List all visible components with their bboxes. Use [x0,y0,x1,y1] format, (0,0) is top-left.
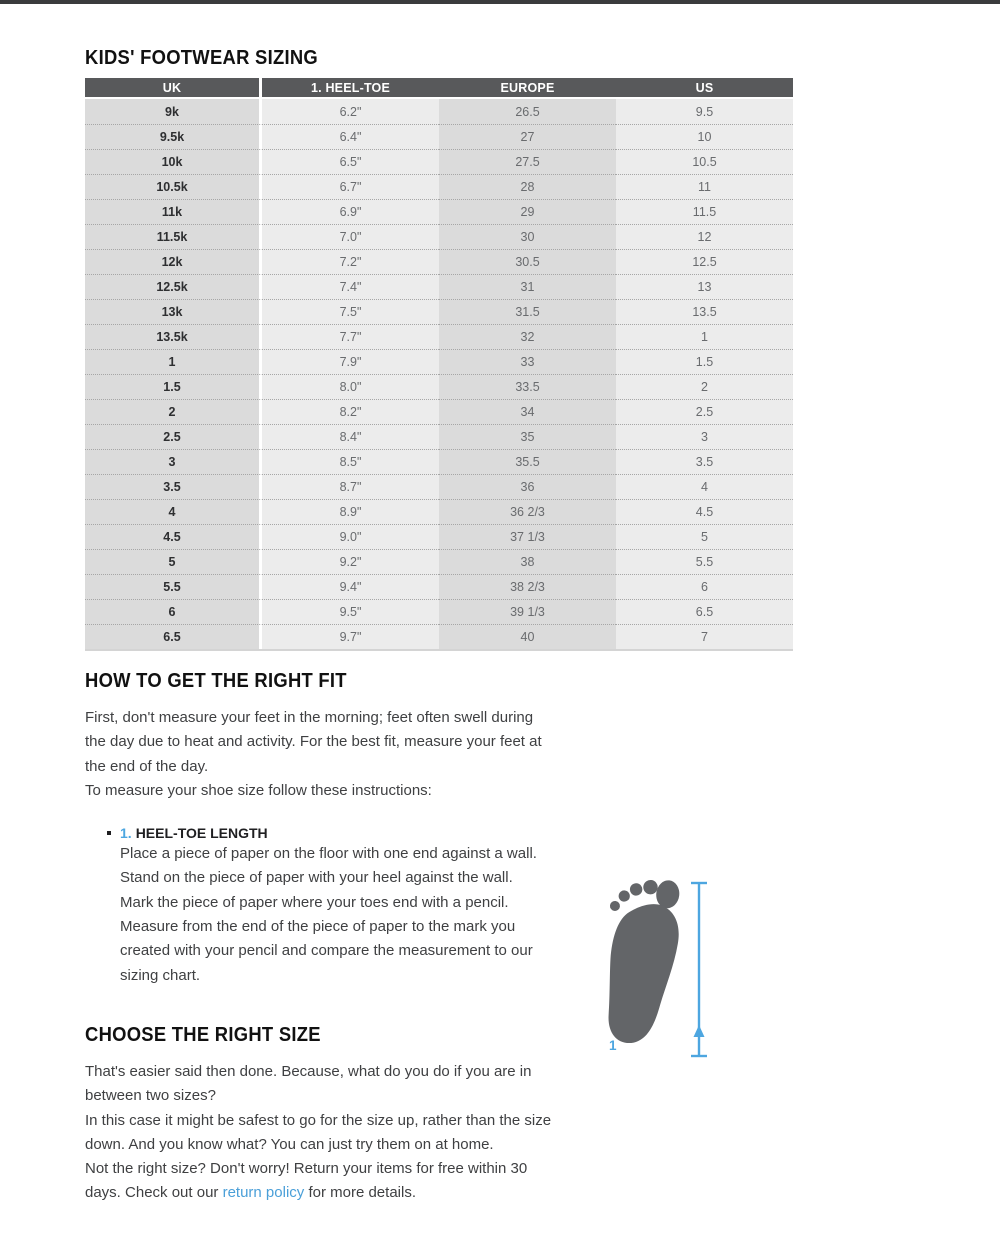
table-row [85,524,793,549]
table-cell: 8.0" [262,374,439,399]
table-cell: 10 [616,124,793,149]
fit-intro-text [85,706,625,803]
column-header: US [616,78,793,99]
table-cell: 10k [85,149,262,174]
table-row [85,549,793,574]
table-cell: 9.4" [262,574,439,599]
table-cell: 11 [616,174,793,199]
table-cell: 40 [439,624,616,649]
table-cell: 7 [616,624,793,649]
text-line: To measure your shoe size follow these instructions: [85,781,432,799]
table-cell: 8.4" [262,424,439,449]
table-cell: 28 [439,174,616,199]
text-line: Mark the piece of paper where your toes end with a pencil. [120,893,509,911]
table-cell: 13.5k [85,324,262,349]
table-cell: 36 2/3 [439,499,616,524]
table-cell: 27.5 [439,149,616,174]
table-cell: 8.2" [262,399,439,424]
table-cell: 5 [85,549,262,574]
table-cell: 32 [439,324,616,349]
table-cell: 12.5 [616,249,793,274]
table-row [85,574,793,599]
table-row [85,449,793,474]
table-row [85,499,793,524]
table-cell: 37 1/3 [439,524,616,549]
table-row [85,349,793,374]
fit-section-title: HOW TO GET THE RIGHT FIT [85,670,347,692]
table-cell: 33 [439,349,616,374]
top-divider-bar [0,0,1000,4]
table-cell: 3.5 [85,474,262,499]
table-cell: 9.2" [262,549,439,574]
bullet-square-icon [107,831,111,835]
table-cell: 7.7" [262,324,439,349]
table-cell: 29 [439,199,616,224]
page-title: KIDS' FOOTWEAR SIZING [85,47,319,69]
table-cell: 2 [85,399,262,424]
table-row [85,399,793,424]
table-cell: 6.5 [616,599,793,624]
table-row [85,199,793,224]
table-cell: 9.7" [262,624,439,649]
table-cell: 33.5 [439,374,616,399]
table-cell: 4.5 [85,524,262,549]
table-cell: 1 [616,324,793,349]
text-before-link: days. Check out our [85,1184,223,1202]
table-row [85,224,793,249]
table-cell: 6.7" [262,174,439,199]
text-line: First, don't measure your feet in the morning; feet often swell during [85,709,534,726]
table-cell: 7.4" [262,274,439,299]
table-cell: 5.5 [616,549,793,574]
table-cell: 12 [616,224,793,249]
table-cell: 39 1/3 [439,599,616,624]
choose-size-section [85,1024,665,1206]
step-title [85,824,625,842]
table-cell: 6.4" [262,124,439,149]
text-line: In this case it might be safest to go for the size up, rather than the size [85,1111,552,1129]
step-instructions [85,842,625,988]
table-row [85,249,793,274]
table-row [85,599,793,624]
column-header: UK [85,78,262,99]
table-cell: 38 [439,549,616,574]
return-policy-link[interactable]: return policy [222,1184,305,1202]
table-cell: 13k [85,299,262,324]
table-row [85,474,793,499]
table-cell: 2.5 [85,424,262,449]
table-cell: 10.5k [85,174,262,199]
table-row [85,324,793,349]
text-line: the end of the day. [85,757,209,775]
sizing-table [85,78,793,651]
table-cell: 5.5 [85,574,262,599]
table-cell: 8.9" [262,499,439,524]
table-cell: 3.5 [616,449,793,474]
text-line: between two sizes? [85,1087,216,1105]
table-cell: 30 [439,224,616,249]
table-cell: 8.5" [262,449,439,474]
table-cell: 9.5" [262,599,439,624]
table-cell: 7.5" [262,299,439,324]
step-title-text: HEEL-TOE LENGTH [135,825,268,842]
table-row [85,99,793,124]
table-row [85,124,793,149]
text-line [85,1181,665,1205]
column-header: EUROPE [439,78,616,99]
table-row [85,424,793,449]
choose-last-line-wrap [85,1181,665,1205]
table-cell: 9k [85,99,262,124]
table-cell: 30.5 [439,249,616,274]
text-line: Measure from the end of the piece of paper to the mark you [120,918,516,936]
table-cell: 7.2" [262,249,439,274]
table-cell: 35 [439,424,616,449]
table-row [85,299,793,324]
table-cell: 8.7" [262,474,439,499]
table-cell: 11.5 [616,199,793,224]
table-cell: 13 [616,274,793,299]
table-cell: 34 [439,399,616,424]
text-line: down. And you know what? You can just try them on at home. [85,1135,494,1153]
table-cell: 6.5" [262,149,439,174]
table-cell: 4 [85,499,262,524]
text-line: Not the right size? Don't worry! Return your items for free within 30 [85,1160,528,1178]
text-line: created with your pencil and compare the measurement to our [120,942,533,960]
table-cell: 6.2" [262,99,439,124]
table-cell: 7.9" [262,349,439,374]
table-cell: 31.5 [439,299,616,324]
table-row [85,274,793,299]
table-cell: 11.5k [85,224,262,249]
text-line: Stand on the piece of paper with your heel against the wall. [120,869,513,887]
step-heel-toe [85,824,625,988]
table-row [85,374,793,399]
choose-section-title: CHOOSE THE RIGHT SIZE [85,1024,321,1046]
choose-text [85,1060,665,1181]
table-cell: 6.9" [262,199,439,224]
diagram-step-label: 1 [609,1038,617,1053]
text-line: the day due to heat and activity. For the best fit, measure your feet at [85,733,542,751]
text-line: That's easier said then done. Because, what do you do if you are in [85,1063,532,1080]
table-cell: 3 [85,449,262,474]
table-cell: 9.0" [262,524,439,549]
text-line: sizing chart. [120,966,201,984]
table-cell: 7.0" [262,224,439,249]
table-cell: 35.5 [439,449,616,474]
table-cell: 4 [616,474,793,499]
table-cell: 12k [85,249,262,274]
table-row [85,174,793,199]
table-cell: 11k [85,199,262,224]
table-cell: 27 [439,124,616,149]
table-row [85,624,793,649]
table-cell: 6 [616,574,793,599]
table-header-row [85,78,793,99]
table-cell: 4.5 [616,499,793,524]
table-cell: 6 [85,599,262,624]
table-cell: 6.5 [85,624,262,649]
table-row [85,149,793,174]
table-cell: 1.5 [85,374,262,399]
column-header: 1. HEEL-TOE [262,78,439,99]
table-cell: 12.5k [85,274,262,299]
table-cell: 31 [439,274,616,299]
table-cell: 9.5 [616,99,793,124]
table-cell: 26.5 [439,99,616,124]
table-cell: 3 [616,424,793,449]
table-cell: 10.5 [616,149,793,174]
table-cell: 1 [85,349,262,374]
how-to-fit-section [85,670,625,988]
measure-arrow-icon [694,1025,705,1037]
table-cell: 1.5 [616,349,793,374]
step-number: 1. [120,825,132,842]
table-cell: 38 2/3 [439,574,616,599]
text-after-link: for more details. [304,1184,416,1202]
table-cell: 2 [616,374,793,399]
table-cell: 13.5 [616,299,793,324]
table-cell: 36 [439,474,616,499]
table-cell: 5 [616,524,793,549]
kids-footwear-size-table [85,78,793,651]
table-cell: 2.5 [616,399,793,424]
table-cell: 9.5k [85,124,262,149]
text-line: Place a piece of paper on the floor with one end against a wall. [120,845,537,863]
